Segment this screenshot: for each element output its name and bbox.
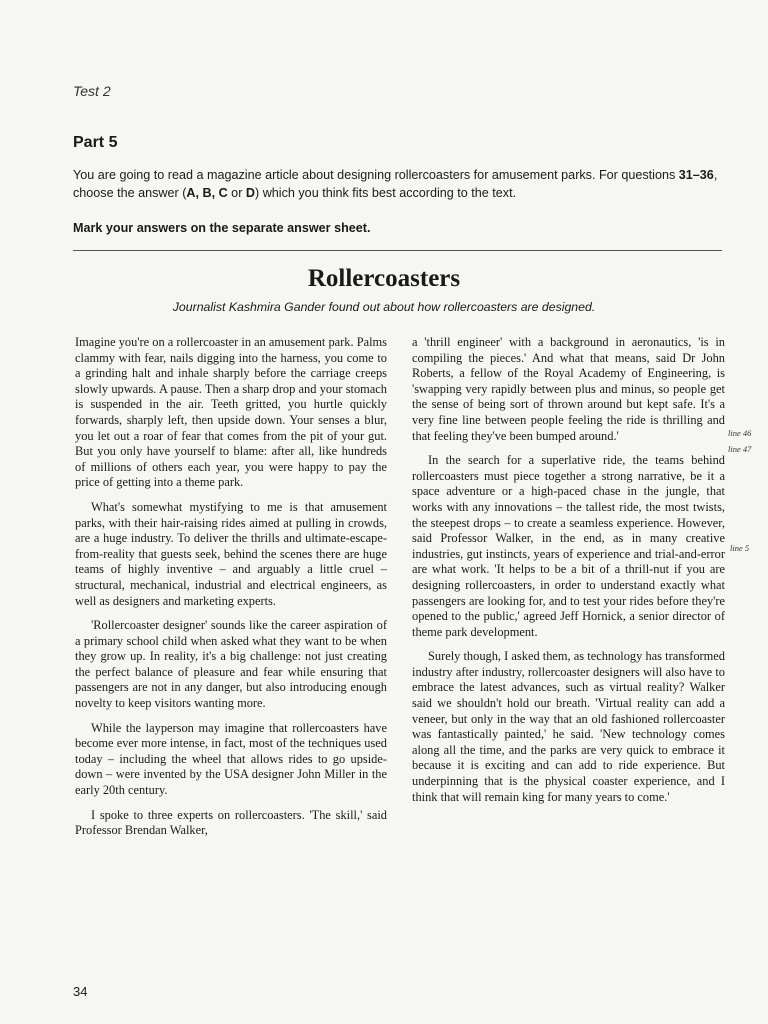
instructions-text-before: You are going to read a magazine article about designing rollercoasters for amusement parks. For questions: [73, 168, 679, 182]
article-paragraph: In the search for a superlative ride, the teams behind rollercoasters must piece together a strong narrative, be it a space adventure or a high-paced chase in the jungle, that works with any innovations – the tallest ride, the most twists, the steepest drops – to create a seamless experience. However, said Professor Walker, in the end, as in many creative industries, gut instincts, years of experience and trial-and-error are what work. 'It helps to be a bit of a thrill-nut if you are designing rollercoasters, in order to understand exactly what passengers are looking for, and to test your rides before they're opened to the public,' agreed Jeff Hornick, a senior director of theme park development.: [412, 453, 725, 639]
page-number: 34: [73, 984, 88, 999]
article-subtitle: Journalist Kashmira Gander found out about how rollercoasters are designed.: [172, 300, 596, 314]
question-range: 31–36: [678, 168, 714, 182]
answer-options: A, B, C: [186, 186, 228, 200]
article-paragraph: What's somewhat mystifying to me is that amusement parks, with their hair-raising rides aimed at pulling in crowds, are a huge industry. To deliver the thrills and ultimate-escape-from-reality that guests seek, behind the scenes there are huge teams of highly inventive – and arguably a little cruel – structural, mechanical, industrial and electrical engineers, as well as designers and marketing experts.: [75, 499, 387, 608]
instructions-text-after: ) which you think fits best according to the text.: [255, 186, 517, 200]
mark-answers-instruction: Mark your answers on the separate answer sheet.: [73, 221, 371, 235]
part-title: Part 5: [73, 134, 118, 151]
article-paragraph: Surely though, I asked them, as technology has transformed industry after industry, rollercoaster designers will also have to embrace the latest advances, such as virtual reality? Walker said we shouldn't hold our breath. 'Virtual reality can add a veneer, but only in the way that an old fashioned rollercoaster was fantastically painted,' he said. 'New technology comes along all the time, and the parks are very quick to embrace it because it is exciting and can add to ride experience. But underpinning that is the physical coaster experience, and I think that will remain king for many years to come.': [412, 649, 725, 804]
article-title: Rollercoasters: [307, 265, 461, 292]
article-column-right: [412, 335, 725, 814]
instructions: [73, 166, 733, 202]
section-divider: [73, 250, 722, 251]
article-paragraph: I spoke to three experts on rollercoasters. 'The skill,' said Professor Brendan Walker,: [75, 807, 387, 838]
instructions-or: or: [227, 186, 246, 200]
instructions-text-middle: , choose the answer (: [73, 168, 718, 200]
article-paragraph: a 'thrill engineer' with a background in aeronautics, 'is in compiling the pieces.' And what that means, said Dr John Roberts, a fellow of the Royal Academy of Engineering, is 'swapping very rapidly between plus and minus, so people get the sense of being sort of thrown around but kept safe. It's a very fine line between people feeling the ride is thrilling and that feeling they've been bumped around.': [412, 335, 725, 443]
article-paragraph: 'Rollercoaster designer' sounds like the career aspiration of a primary school child when asked what they want to be when they grow up. In reality, it's a big challenge: not just creating the perfect balance of pleasure and fear while ensuring that passengers are not in any danger, but also introducing enough novelty to keep visitors wanting more.: [75, 618, 387, 711]
line-reference: line 47: [728, 444, 752, 454]
answer-option-d: D: [245, 186, 255, 200]
test-label: Test 2: [73, 83, 111, 99]
article-paragraph: Imagine you're on a rollercoaster in an amusement park. Palms clammy with fear, nails digging into the harness, you come to a grinding halt and inhale sharply before the carriage creeps slowly upwards. A pause. Then a sharp drop and your stomach is suspended in the air. Teeth gritted, you hurtle quickly forwards, sharply left, then upside down. Your senses a blur, you let out a roar of fear that comes from the pit of your gut. But you only have yourself to blame: after all, like hundreds of millions of others each year, you were happy to pay the price of getting into a theme park.: [75, 335, 387, 490]
line-reference: line 5: [730, 543, 750, 553]
article-column-left: [75, 335, 387, 848]
line-reference: line 46: [728, 428, 752, 438]
article-paragraph: While the layperson may imagine that rollercoasters have become ever more intense, in fact, most of the techniques used today – including the wheel that allows rides to go upside-down – were invented by the USA designer John Miller in the early 20th century.: [75, 720, 387, 798]
